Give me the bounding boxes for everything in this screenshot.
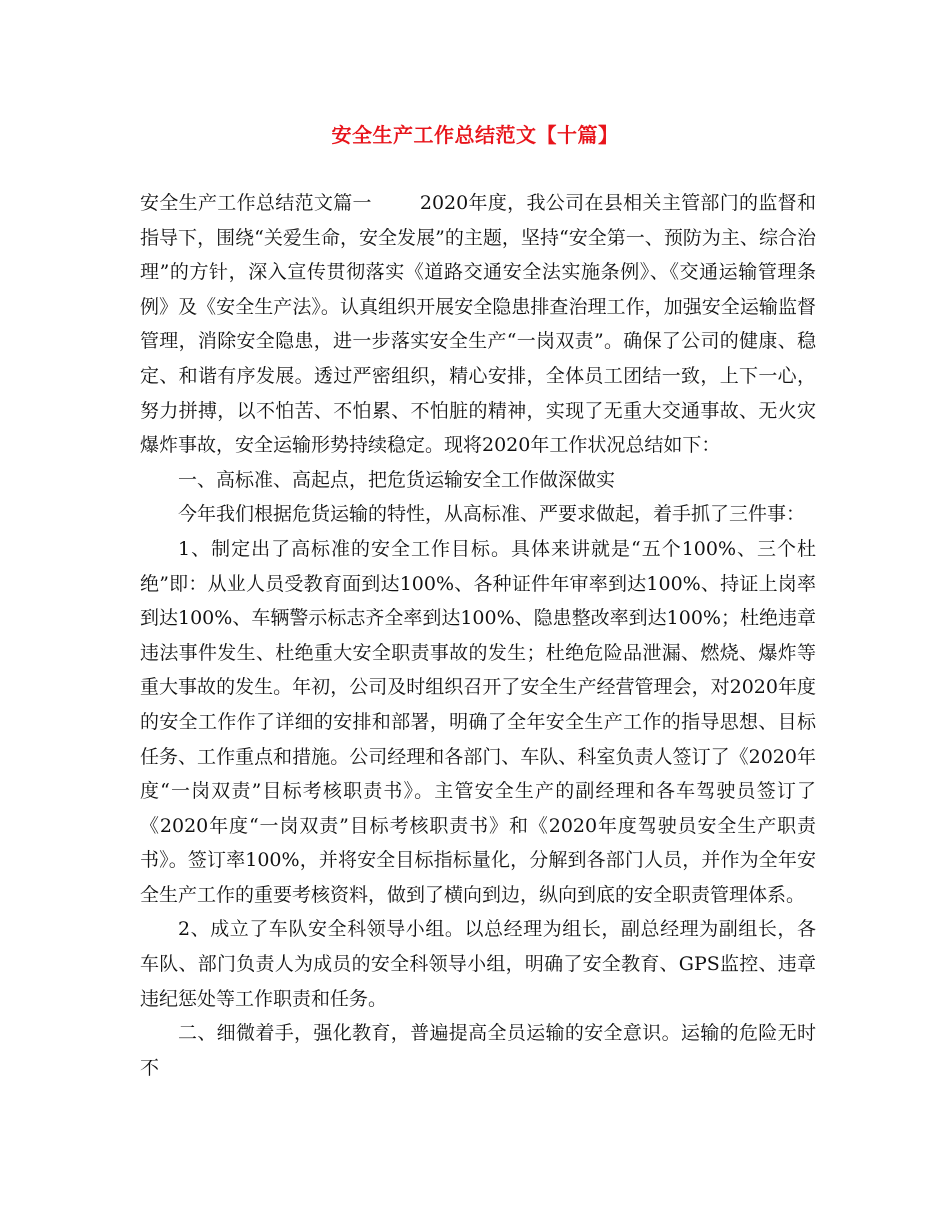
section-heading-1: 一、高标准、高起点，把危货运输安全工作做深做实 — [178, 468, 616, 491]
paragraph-task-1: 1、制定出了高标准的安全工作目标。具体来讲就是“五个100%、三个杜绝”即：从业人员受教育面到达100%、各种证件年审率到达100%、持证上岗率到达100%、车辆警示标志齐全率到达100%、隐患整改率到达100%；杜绝违章违法事件发生、杜绝重大安全职责事故的发生；杜绝危险品泄漏、燃烧、爆炸等重大事故的发生。年初，公司及时组织召开了安全生产经营管理会，对2020年度的安全工作作了详细的安排和部署，明确了全年安全生产工作的指导思想、目标任务、工作重点和措施。公司经理和各部门、车队、科室负责人签订了《2020年度“一岗双责”目标考核职责书》。主管安全生产的副经理和各车驾驶员签订了《2020年度“一岗双责”目标考核职责书》和《2020年度驾驶员安全生产职责书》。签订率100%，并将安全目标指标量化，分解到各部门人员，并作为全年安全生产工作的重要考核资料，做到了横向到边，纵向到底的安全职责管理体系。 — [140, 537, 816, 906]
section-heading-2: 二、细微着手，强化教育，普遍提高全员运输的安全意识。运输的危险无时不 — [140, 1022, 816, 1079]
document-title: 安全生产工作总结范文【十篇】 — [331, 123, 619, 147]
intro-heading: 安全生产工作总结范文篇一 — [140, 192, 372, 214]
paragraph-task-2: 2、成立了车队安全科领导小组。以总经理为组长，副总经理为副组长，各车队、部门负责人为成员的安全科领导小组，明确了安全教育、GPS监控、违章违纪惩处等工作职责和任务。 — [140, 918, 816, 1010]
paragraph-three-tasks: 今年我们根据危货运输的特性，从高标准、严要求做起，着手抓了三件事： — [178, 503, 806, 526]
paragraph-intro — [140, 186, 816, 463]
document-body — [140, 186, 816, 1085]
intro-paragraph-text: 2020年度，我公司在县相关主管部门的监督和指导下，围绕“关爱生命，安全发展”的主题，坚持“安全第一、预防为主、综合治理”的方针，深入宣传贯彻落实《道路交通安全法实施条例》、《交通运输管理条例》及《安全生产法》。认真组织开展安全隐患排查治理工作，加强安全运输监督管理，消除安全隐患，进一步落实安全生产“一岗双责”。确保了公司的健康、稳定、和谐有序发展。透过严密组织，精心安排，全体员工团结一致，上下一心，努力拼搏，以不怕苦、不怕累、不怕脏的精神，实现了无重大交通事故、无火灾爆炸事故，安全运输形势持续稳定。现将2020年工作状况总结如下： — [140, 192, 816, 457]
